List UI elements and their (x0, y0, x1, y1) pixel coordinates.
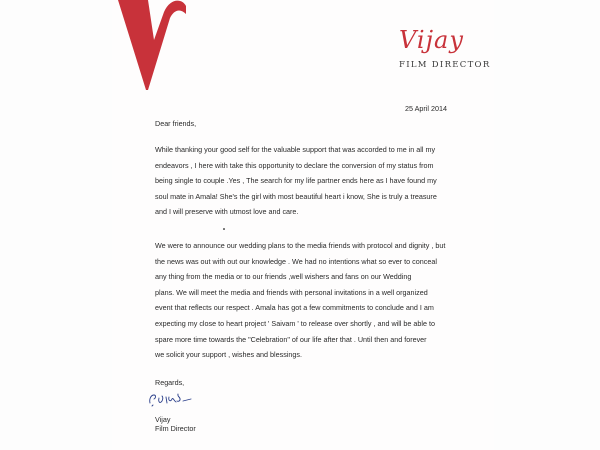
signer-title: Film Director (155, 424, 196, 433)
brand-subtitle: FILM DIRECTOR (399, 60, 491, 70)
paragraph-line: expecting my close to heart project ' Saivam ' to release over shortly , and will be able to (155, 318, 436, 328)
paragraph-line: spare more time towards the "Celebration" of our life after that . Until then and forever (155, 334, 427, 344)
paragraph-line: event that reflects our respect . Amala has got a few commitments to conclude and I am (155, 303, 434, 313)
paragraph-line: and I will preserve with utmost love and care. (155, 207, 299, 217)
paragraph-line: the news was out with out our knowledge . We had no intentions what so ever to conceal (155, 256, 437, 266)
closing: Regards, (155, 378, 185, 387)
handwritten-signature (147, 389, 195, 409)
paragraph-line: plans. We will meet the media and friends with personal invitations in a well organized (155, 287, 428, 297)
salutation: Dear friends, (155, 119, 197, 128)
v-letter-logo-icon (116, 0, 186, 92)
paragraph-line: we solicit your support , wishes and blessings. (155, 350, 303, 360)
brand-name: Vijay (399, 26, 464, 54)
paragraph-line: endeavors , I here with take this opportunity to declare the conversion of my status from (155, 160, 434, 170)
signer-name: Vijay (155, 415, 171, 424)
paragraph-2 (155, 238, 485, 363)
stray-mark (223, 228, 225, 230)
paragraph-line: We were to announce our wedding plans to the media friends with protocol and dignity , but (155, 241, 446, 250)
paragraph-line: While thanking your good self for the valuable support that was accorded to me in all my (155, 145, 436, 154)
letter-date: 25 April 2014 (405, 104, 447, 113)
paragraph-line: any thing from the media or to our friends ,well wishers and fans on our Wedding (155, 272, 412, 282)
paragraph-line: soul mate in Amala! She's the girl with most beautiful heart i know, She is truly a treasure (155, 191, 437, 201)
paragraph-line: being single to couple .Yes , The search for my life partner ends here as I have found my (155, 176, 437, 186)
paragraph-1 (155, 142, 485, 220)
